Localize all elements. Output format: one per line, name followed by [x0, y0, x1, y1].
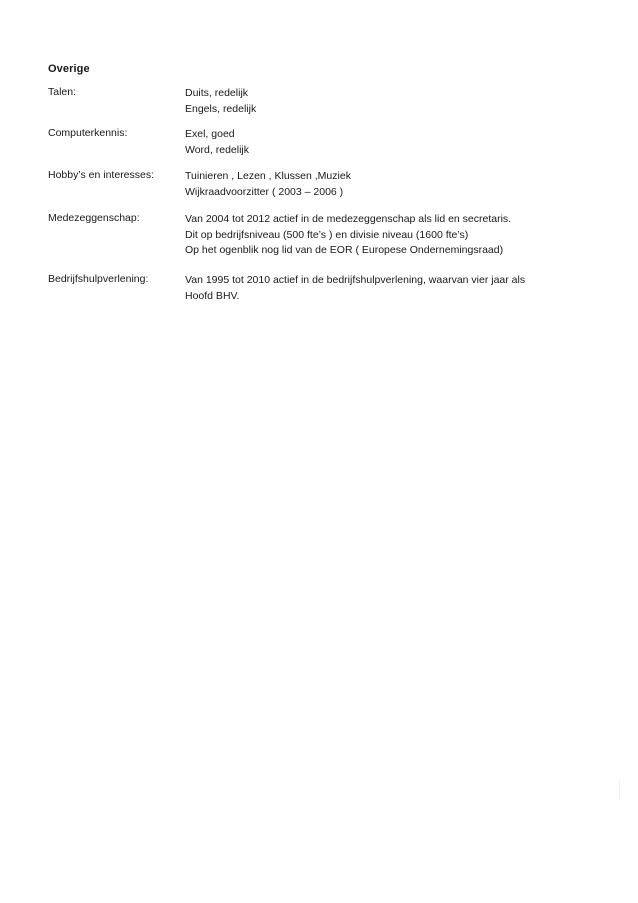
- participation-line: Van 2004 tot 2012 actief in de medezeggenschap als lid en secretaris.: [185, 213, 512, 225]
- scan-mark: [619, 780, 620, 800]
- values-languages: [185, 86, 605, 117]
- emergency-response-line: Hoofd BHV.: [185, 289, 240, 302]
- hobby-line: Wijkraadvoorzitter ( 2003 – 2006 ): [185, 185, 344, 198]
- emergency-response-line: Van 1995 tot 2010 actief in de bedrijfshulpverlening, waarvan vier jaar als: [185, 274, 526, 286]
- label-languages: Talen:: [48, 86, 77, 98]
- participation-line: Op het ogenblik nog lid van de EOR ( Europese Ondernemingsraad): [185, 244, 504, 256]
- values-hobbies: [185, 169, 605, 200]
- values-computer-skills: [185, 127, 605, 158]
- computer-skill-line: Word, redelijk: [185, 143, 249, 156]
- label-hobbies: Hobby’s en interesses:: [48, 169, 155, 181]
- values-participation: [185, 212, 605, 259]
- language-line: Duits, redelijk: [185, 87, 249, 99]
- participation-line: Dit op bedrijfsniveau (500 fte’s ) en divisie niveau (1600 fte’s): [185, 228, 469, 241]
- language-line: Engels, redelijk: [185, 102, 257, 115]
- computer-skill-line: Exel, goed: [185, 128, 235, 140]
- label-emergency-response: Bedrijfshulpverlening:: [48, 273, 149, 285]
- values-emergency-response: [185, 273, 605, 304]
- label-computer-skills: Computerkennis:: [48, 127, 128, 139]
- hobby-line: Tuinieren , Lezen , Klussen ,Muziek: [185, 170, 351, 182]
- label-participation: Medezeggenschap:: [48, 212, 140, 224]
- section-title: Overige: [48, 63, 90, 75]
